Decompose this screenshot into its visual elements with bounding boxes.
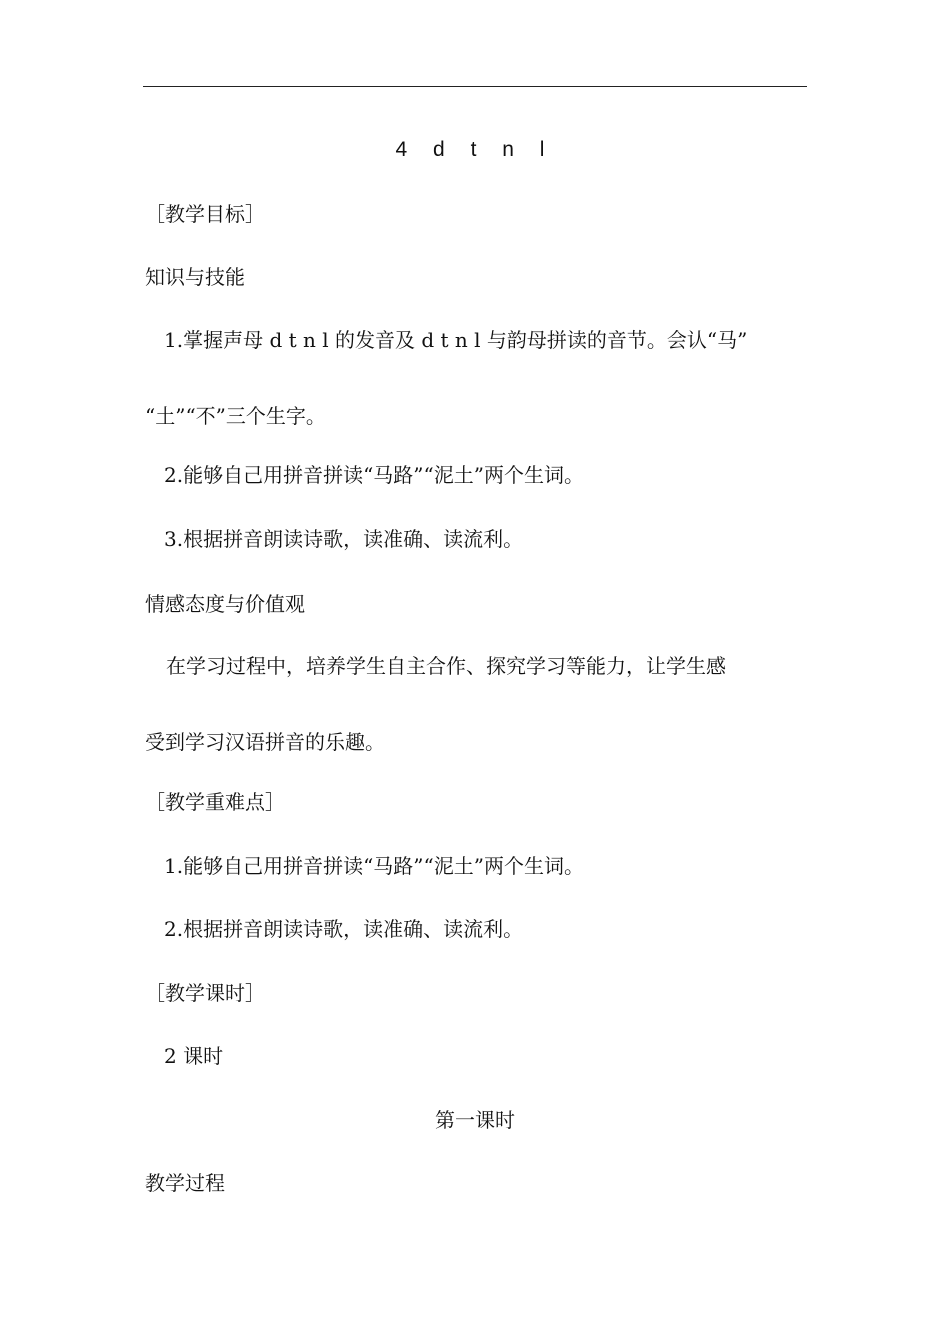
teaching-process-heading: 教学过程: [145, 1171, 225, 1195]
knowledge-item-1-line-1: 1.掌握声母 d t n l 的发音及 d t n l 与韵母拼读的音节。会认“马”: [164, 328, 748, 352]
key-point-2: 2.根据拼音朗读诗歌，读准确、读流利。: [164, 917, 524, 941]
knowledge-item-2: 2.能够自己用拼音拼读“马路”“泥土”两个生词。: [164, 463, 584, 487]
key-points-heading: ［教学重难点］: [145, 790, 285, 814]
first-period-heading: 第一课时: [435, 1108, 515, 1132]
knowledge-item-3: 3.根据拼音朗读诗歌，读准确、读流利。: [164, 527, 524, 551]
emotion-paragraph-line-1: 在学习过程中，培养学生自主合作、探究学习等能力，让学生感: [166, 654, 726, 678]
periods-value: 2 课时: [164, 1044, 224, 1068]
periods-heading: ［教学课时］: [145, 981, 265, 1005]
emotion-values-heading: 情感态度与价值观: [145, 592, 305, 616]
key-point-1: 1.能够自己用拼音拼读“马路”“泥土”两个生词。: [164, 854, 584, 878]
emotion-paragraph-line-2: 受到学习汉语拼音的乐趣。: [145, 730, 385, 754]
objectives-heading: ［教学目标］: [145, 202, 265, 226]
knowledge-item-1-line-2: “土”“不”三个生字。: [145, 404, 326, 428]
lesson-title: 4 d t n l: [395, 138, 555, 161]
header-rule: [143, 86, 807, 87]
knowledge-skills-heading: 知识与技能: [145, 265, 245, 289]
